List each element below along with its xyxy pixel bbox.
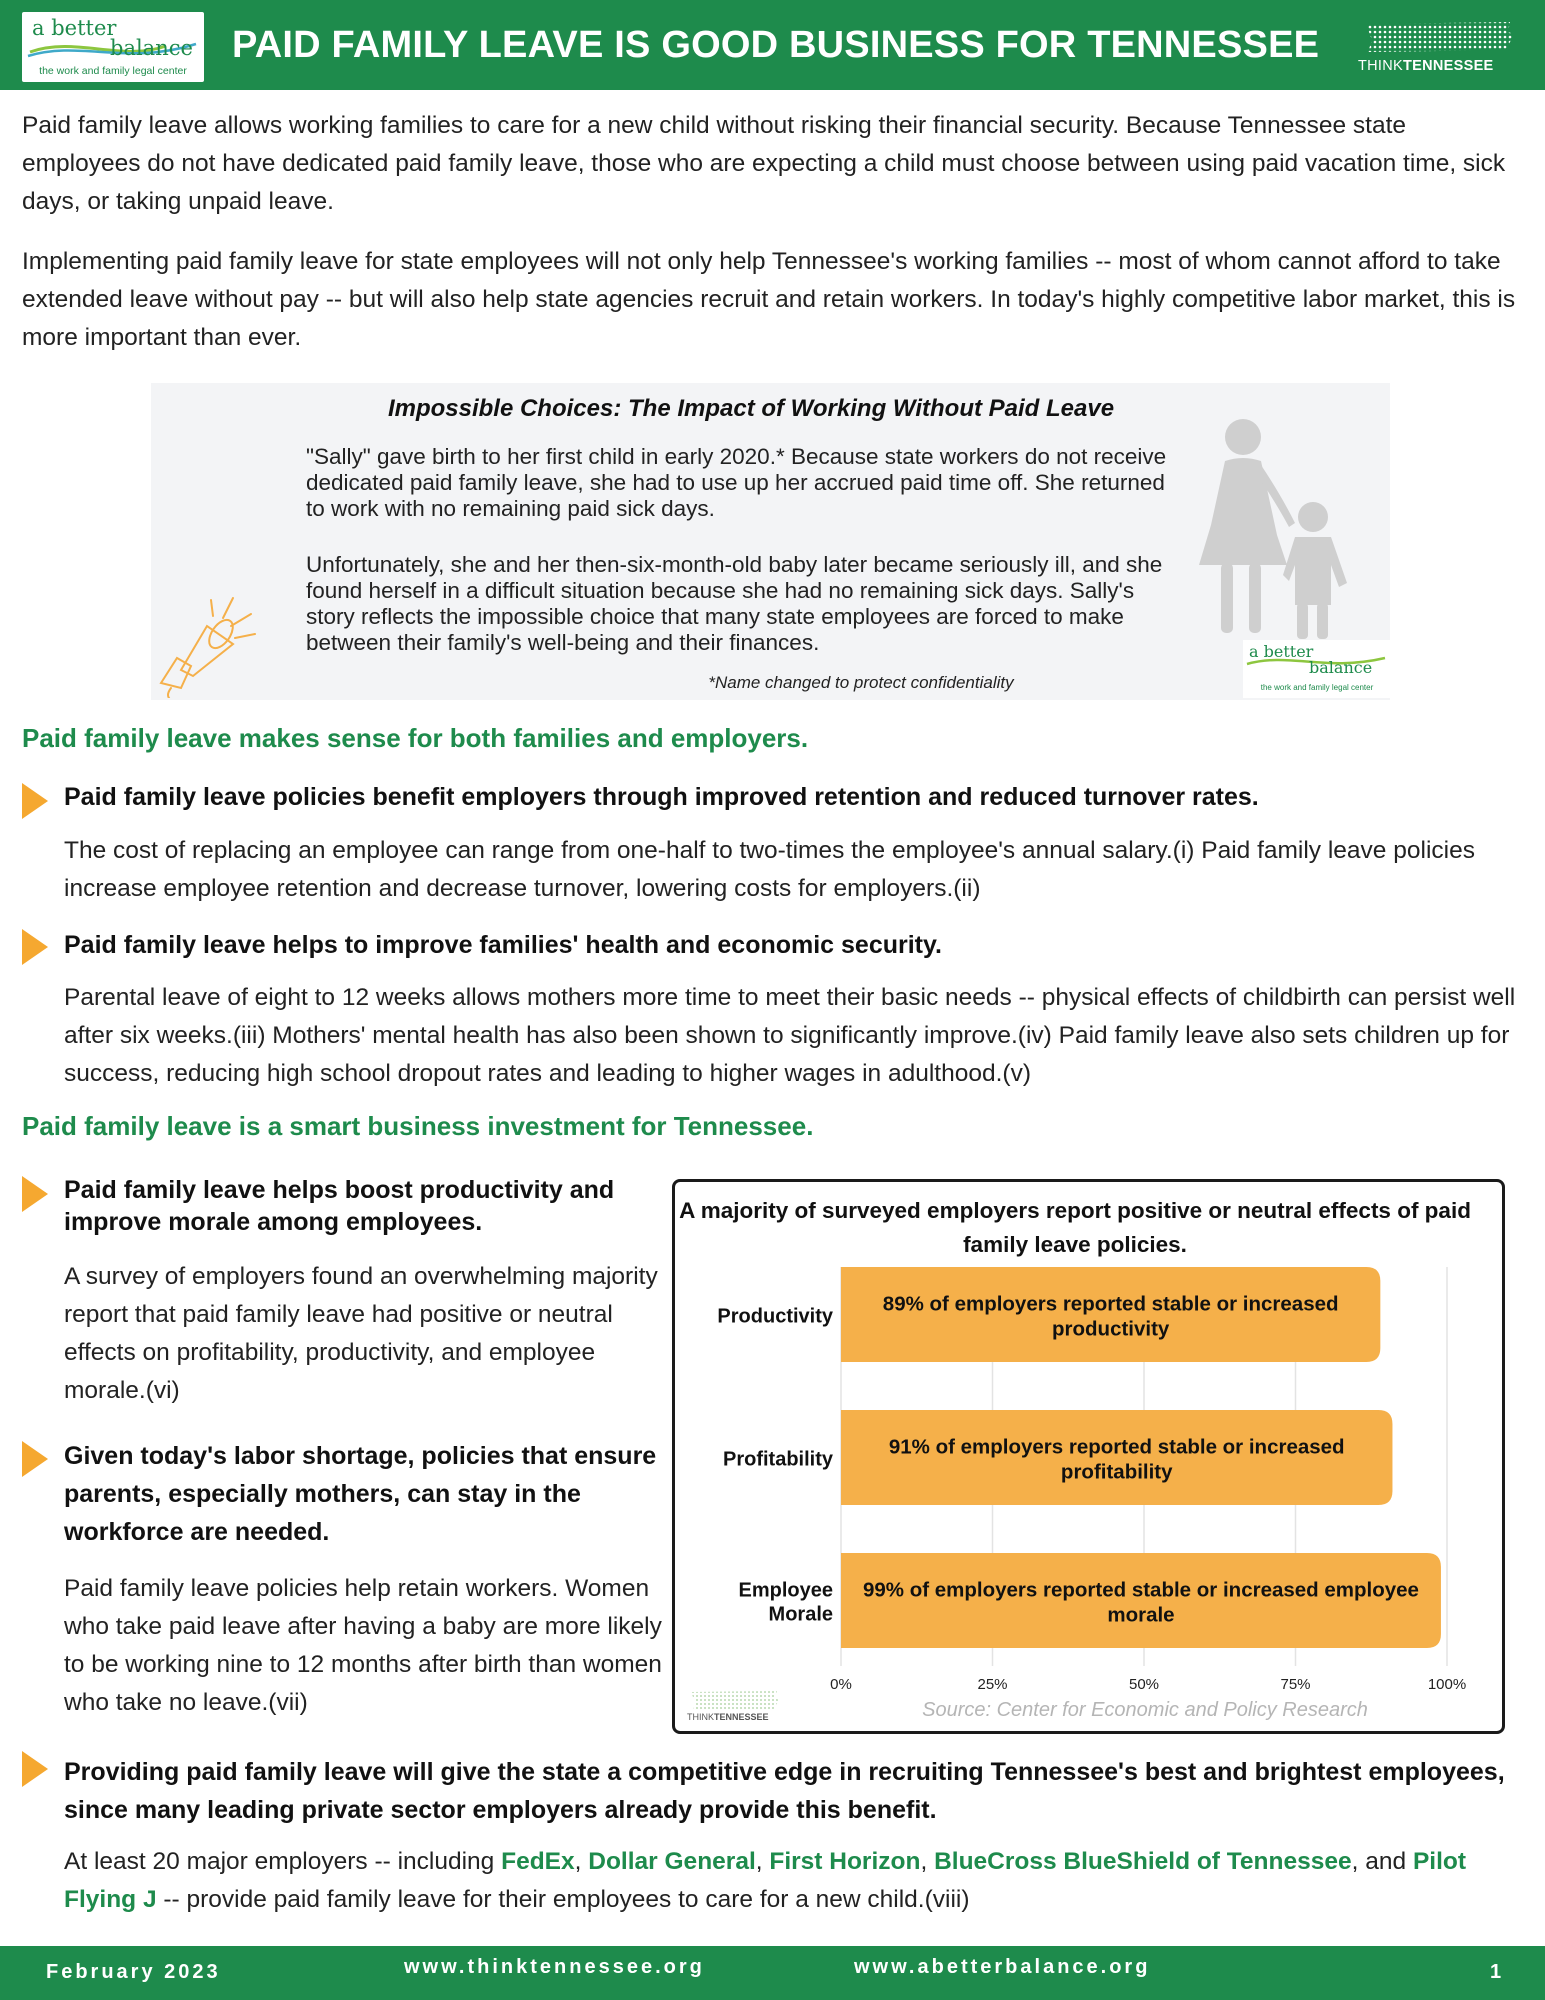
story-title: Impossible Choices: The Impact of Working Without Paid Leave bbox=[387, 395, 1115, 422]
a-better-balance-logo[interactable] bbox=[22, 12, 204, 82]
x-tick-label: 25% bbox=[977, 1676, 1008, 1693]
chart-plot bbox=[675, 1182, 1502, 1731]
story-paragraph-2: Unfortunately, she and her then-six-month-old baby later became seriously ill, and she found herself in a difficult situation because she had no remaining sick days. Sally's story reflects the impossible choice that many state employees are forced to make between their family's well-being and their finances. bbox=[306, 552, 1163, 655]
footer-link-thinktennessee[interactable]: www.thinktennessee.org bbox=[404, 1956, 705, 1978]
category-label: Employee bbox=[738, 1579, 833, 1602]
bar-data-label: productivity bbox=[1052, 1317, 1170, 1341]
logo-tagline: the work and family legal center bbox=[39, 65, 187, 77]
tennessee-dots-icon bbox=[1358, 20, 1518, 56]
x-tick-label: 0% bbox=[830, 1676, 852, 1693]
parent-child-icon bbox=[1191, 415, 1351, 645]
chart-tt-wordmark: THINKTENNESSEE bbox=[687, 1712, 769, 1722]
bar-data-label: profitability bbox=[1060, 1460, 1173, 1484]
bullet-arrow-icon bbox=[22, 783, 48, 819]
chart-source: Source: Center for Economic and Policy Research bbox=[922, 1699, 1368, 1721]
brand-pilot-flying-j: Pilot Flying J bbox=[64, 1848, 1467, 1913]
bullet-heading-retention: Paid family leave policies benefit employers through improved retention and reduced turnover rates. bbox=[64, 783, 1259, 811]
chart-think-tennessee-logo bbox=[687, 1690, 782, 1726]
story-footnote: *Name changed to protect confidentiality bbox=[708, 673, 1014, 692]
bullet-body-retention: The cost of replacing an employee can range from one-half to two-times the employee's annual salary.(i) Paid family leave policies increase employee retention and decrease turnover, lowering costs for employers.(ii) bbox=[64, 837, 1475, 902]
footer-link-abetterbalance[interactable]: www.abetterbalance.org bbox=[854, 1956, 1151, 1978]
think-tennessee-wordmark: THINKTENNESSEE bbox=[1358, 58, 1494, 74]
story-logo-line1: a better bbox=[1249, 642, 1314, 661]
brand-bluecross-blueshield: BlueCross BlueShield of Tennessee bbox=[934, 1848, 1352, 1875]
logo-text-balance: balance bbox=[110, 36, 193, 60]
bullet-arrow-icon bbox=[22, 1176, 48, 1212]
bar-data-label: 99% of employers reported stable or increased employee bbox=[862, 1578, 1419, 1602]
intro-paragraph-2: Implementing paid family leave for state employees will not only help Tennessee's working families -- most of whom cannot afford to take extended leave without pay -- but will also help state agencies recruit and retain workers. In today's highly competitive labor market, this is more important than ever. bbox=[22, 248, 1516, 351]
employer-survey-chart bbox=[672, 1179, 1505, 1734]
bullet-body-labor-shortage: Paid family leave policies help retain workers. Women who take paid leave after having a baby are more likely to be working nine to 12 months after birth than women who take no leave.(vii) bbox=[64, 1575, 662, 1716]
story-logo-tagline: the work and family legal center bbox=[1260, 683, 1374, 692]
section-heading-families-employers: Paid family leave makes sense for both families and employers. bbox=[22, 723, 809, 753]
bullet-body-competitive-edge: At least 20 major employers -- including FedEx, Dollar General, First Horizon, BlueCross BlueShield of Tennessee, and Pilot Flying J -- provide paid family leave for their employees to care for a new child.(viii) bbox=[64, 1848, 1467, 1913]
story-logo-line2: balance bbox=[1309, 658, 1373, 677]
footer-page-number: 1 bbox=[1490, 1961, 1505, 1983]
header-banner bbox=[0, 0, 1545, 90]
bar-data-label: 89% of employers reported stable or increased bbox=[882, 1292, 1339, 1316]
bullet-arrow-icon bbox=[22, 1751, 48, 1787]
page-title: PAID FAMILY LEAVE IS GOOD BUSINESS FOR TENNESSEE bbox=[232, 24, 1320, 66]
bar-data-label: 91% of employers reported stable or increased bbox=[888, 1435, 1345, 1459]
x-tick-label: 100% bbox=[1427, 1676, 1467, 1693]
x-tick-label: 75% bbox=[1280, 1676, 1311, 1693]
story-paragraph-1: "Sally" gave birth to her first child in early 2020.* Because state workers do not receive dedicated paid family leave, she had to use up her accrued paid time off. She returned to work with no remaining paid sick days. bbox=[306, 444, 1167, 521]
bullet-arrow-icon bbox=[22, 929, 48, 965]
tennessee-dots-icon bbox=[687, 1690, 782, 1712]
category-label: Morale bbox=[768, 1603, 833, 1626]
intro-paragraph-1: Paid family leave allows working families to care for a new child without risking their financial security. Because Tennessee state employees do not have dedicated paid family leave, those who are expecting a child must choose between using paid vacation time, sick days, or taking unpaid leave. bbox=[22, 112, 1506, 215]
brand-dollar-general: Dollar General bbox=[588, 1848, 756, 1875]
bullet-body-productivity: A survey of employers found an overwhelming majority report that paid family leave had positive or neutral effects on profitability, productivity, and employee morale.(vi) bbox=[64, 1263, 658, 1404]
bar-data-label: morale bbox=[1107, 1603, 1175, 1627]
bullet-heading-health: Paid family leave helps to improve families' health and economic security. bbox=[64, 931, 943, 959]
bullet-heading-competitive-edge: Providing paid family leave will give the state a competitive edge in recruiting Tennessee's best and brightest employees, since many leading private sector employers already provide this benefit. bbox=[64, 1758, 1505, 1824]
x-tick-label: 50% bbox=[1128, 1676, 1160, 1693]
bullet-heading-labor-shortage: Given today's labor shortage, policies that ensure parents, especially mothers, can stay in the workforce are needed. bbox=[64, 1442, 657, 1546]
story-box bbox=[151, 383, 1390, 700]
footer-banner bbox=[0, 1946, 1545, 2000]
chart-title: A majority of surveyed employers report positive or neutral effects of paid family leave policies. bbox=[679, 1198, 1471, 1257]
bullet-arrow-icon bbox=[22, 1441, 48, 1477]
brand-fedex: FedEx bbox=[501, 1848, 575, 1875]
category-label: Profitability bbox=[722, 1448, 833, 1471]
section-heading-business-investment: Paid family leave is a smart business investment for Tennessee. bbox=[22, 1111, 814, 1141]
brand-first-horizon: First Horizon bbox=[769, 1848, 921, 1875]
bullet-body-health: Parental leave of eight to 12 weeks allows mothers more time to meet their basic needs -- physical effects of childbirth can persist well after six weeks.(iii) Mothers' mental health has also been shown to significantly improve.(iv) Paid family leave also sets children up for success, reducing high school dropout rates and leading to higher wages in adulthood.(v) bbox=[64, 984, 1516, 1087]
category-label: Productivity bbox=[717, 1305, 833, 1328]
footer-date: February 2023 bbox=[46, 1961, 221, 1983]
logo-text-a-better: a better bbox=[32, 16, 117, 40]
think-tennessee-logo[interactable] bbox=[1358, 20, 1518, 78]
bullet-heading-productivity: Paid family leave helps boost productivity and improve morale among employees. bbox=[64, 1176, 615, 1236]
